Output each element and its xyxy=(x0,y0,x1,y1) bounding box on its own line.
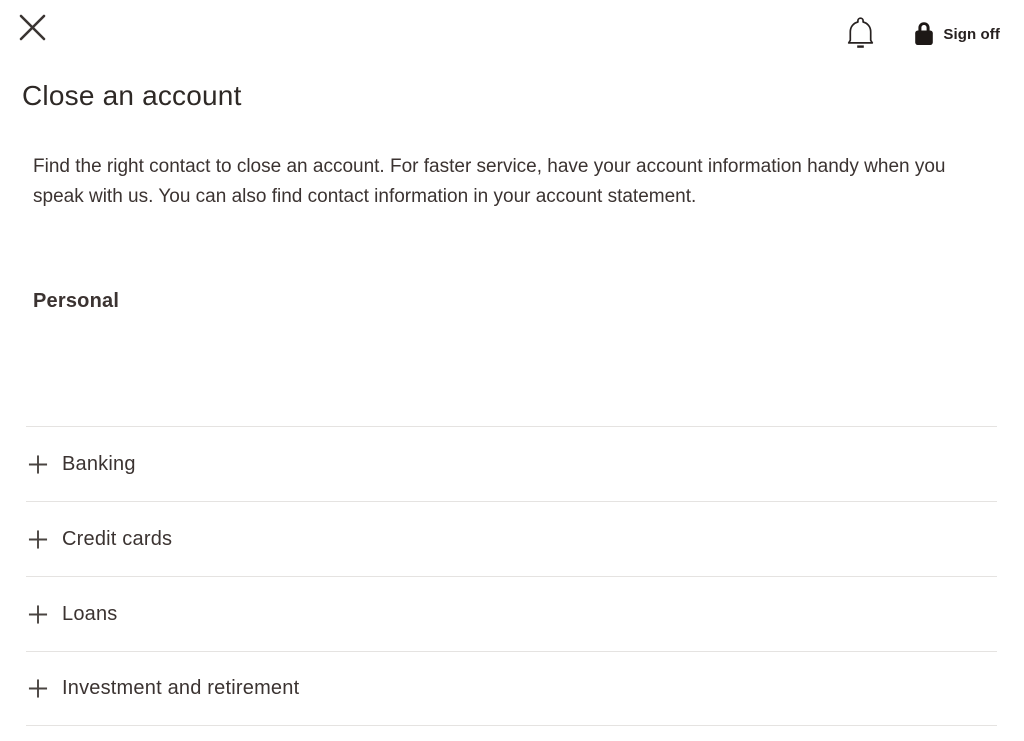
sign-off-label: Sign off xyxy=(943,26,1000,43)
plus-icon xyxy=(28,604,48,624)
topbar-right-group xyxy=(844,13,1000,54)
plus-icon xyxy=(28,529,48,549)
section-label-personal: Personal xyxy=(33,290,120,312)
sign-off-button[interactable] xyxy=(913,20,1000,50)
notifications-button[interactable] xyxy=(844,15,877,54)
close-icon xyxy=(18,13,47,45)
accordion-item-investment-and-retirement[interactable] xyxy=(26,651,997,726)
plus-icon xyxy=(28,454,48,474)
page-description: Find the right contact to close an account. For faster service, have your account information handy when you speak with us. You can also find contact information in your account statement. xyxy=(33,156,946,207)
top-bar xyxy=(0,0,1024,58)
plus-icon xyxy=(28,679,48,699)
accordion-item-label: Investment and retirement xyxy=(62,677,300,699)
lock-icon xyxy=(913,20,935,50)
accordion-list xyxy=(26,426,997,726)
main-content xyxy=(0,80,1024,726)
accordion-item-label: Banking xyxy=(62,452,136,475)
accordion-item-banking[interactable] xyxy=(26,426,997,501)
accordion-item-label: Credit cards xyxy=(62,527,173,550)
close-button[interactable] xyxy=(18,13,47,45)
page-title: Close an account xyxy=(22,80,242,111)
accordion-item-loans[interactable] xyxy=(26,576,997,651)
bell-icon xyxy=(844,15,877,54)
accordion-item-credit-cards[interactable] xyxy=(26,501,997,576)
accordion-item-label: Loans xyxy=(62,602,118,625)
